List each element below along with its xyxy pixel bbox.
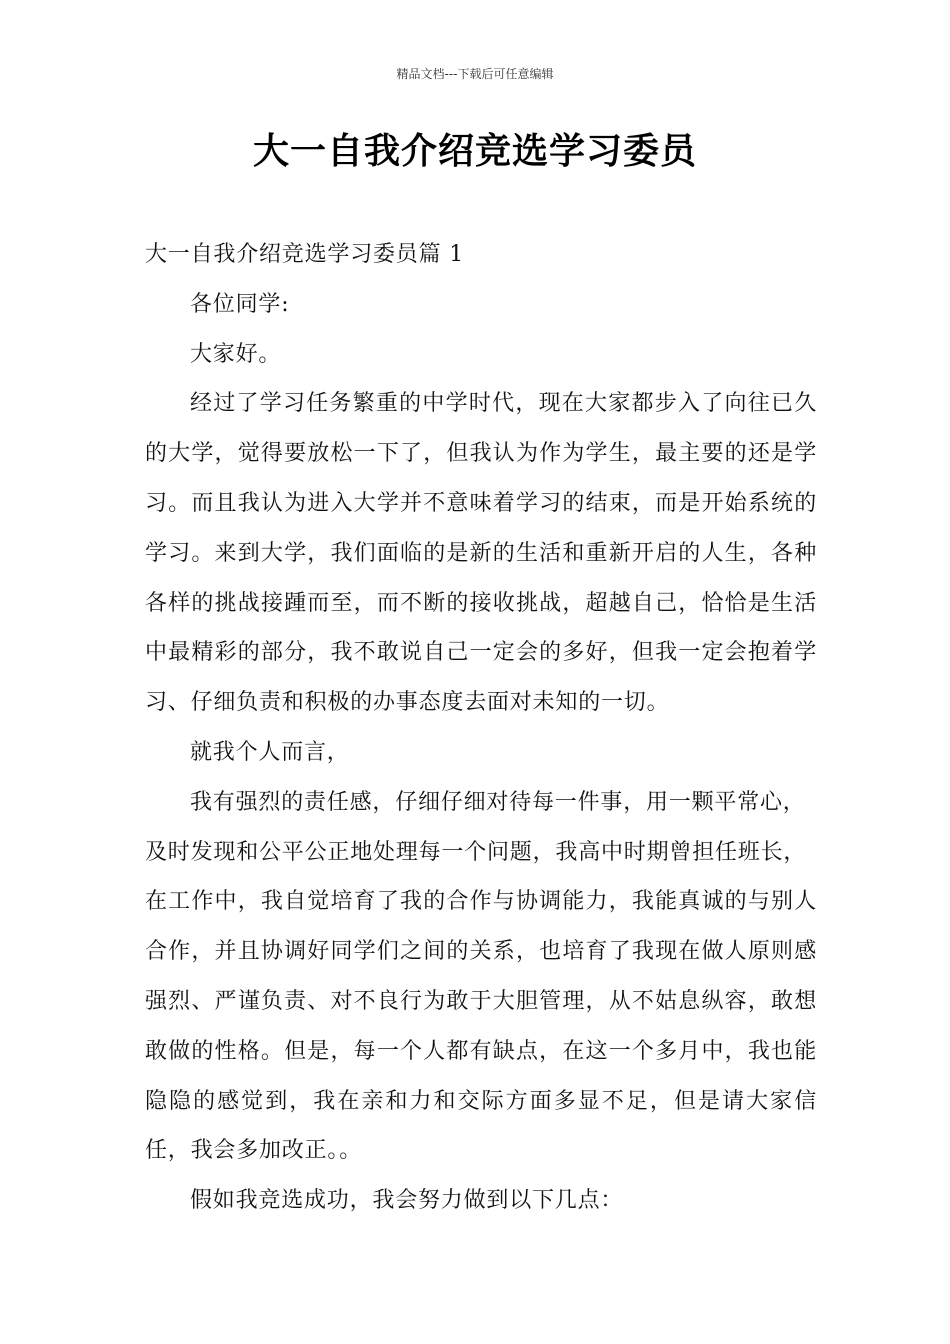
paragraph-hello: 大家好。 [190, 341, 282, 367]
paragraph-intro: 经过了学习任务繁重的中学时代，现在大家都步入了向往已久的大学，觉得要放松一下了，但我认为作为学生，最主要的还是学习。而且我认为进入大学并不意味着学习的结束，而是开始系统的学习。来到大学，我们面临的是新的生活和重新开启的人生，各种各样的挑战接踵而至，而不断的接收挑战，超越自己，恰恰是生活中最精彩的部分，我不敢说自己一定会的多好，但我一定会抱着学习、仔细负责和积极的办事态度去面对未知的一切。 [145, 391, 817, 716]
document-title: 大一自我介绍竞选学习委员 [252, 131, 697, 172]
paragraph-greeting: 各位同学: [190, 291, 290, 317]
paragraph-line: 及时发现和公平公正地处理每一个问题，我高中时期曾担任班长， [145, 839, 807, 865]
paragraph-personal: 就我个人而言， [190, 739, 350, 765]
section-subtitle: 大一自我介绍竞选学习委员篇 1 [145, 242, 464, 267]
paragraph-character: 在工作中，我自觉培育了我的合作与协调能力，我能真诚的与别人合作，并且协调好同学们之间的关系，也培育了我现在做人原则感强烈、严谨负责、对不良行为敢于大胆管理，从不姑息纵容，敢想敢做的性格。但是，每一个人都有缺点，在这一个多月中，我也能隐隐的感觉到，我在亲和力和交际方面多显不足，但是请大家信任，我会多加改正。。 [145, 889, 817, 1164]
document-body [145, 230, 817, 1226]
paragraph-responsibility: 我有强烈的责任感，仔细仔细对待每一件事，用一颗平常心， [190, 789, 806, 815]
paragraph-plan: 假如我竞选成功，我会努力做到以下几点： [190, 1188, 624, 1214]
header-note: 精品文档---下载后可任意编辑 [396, 67, 554, 81]
